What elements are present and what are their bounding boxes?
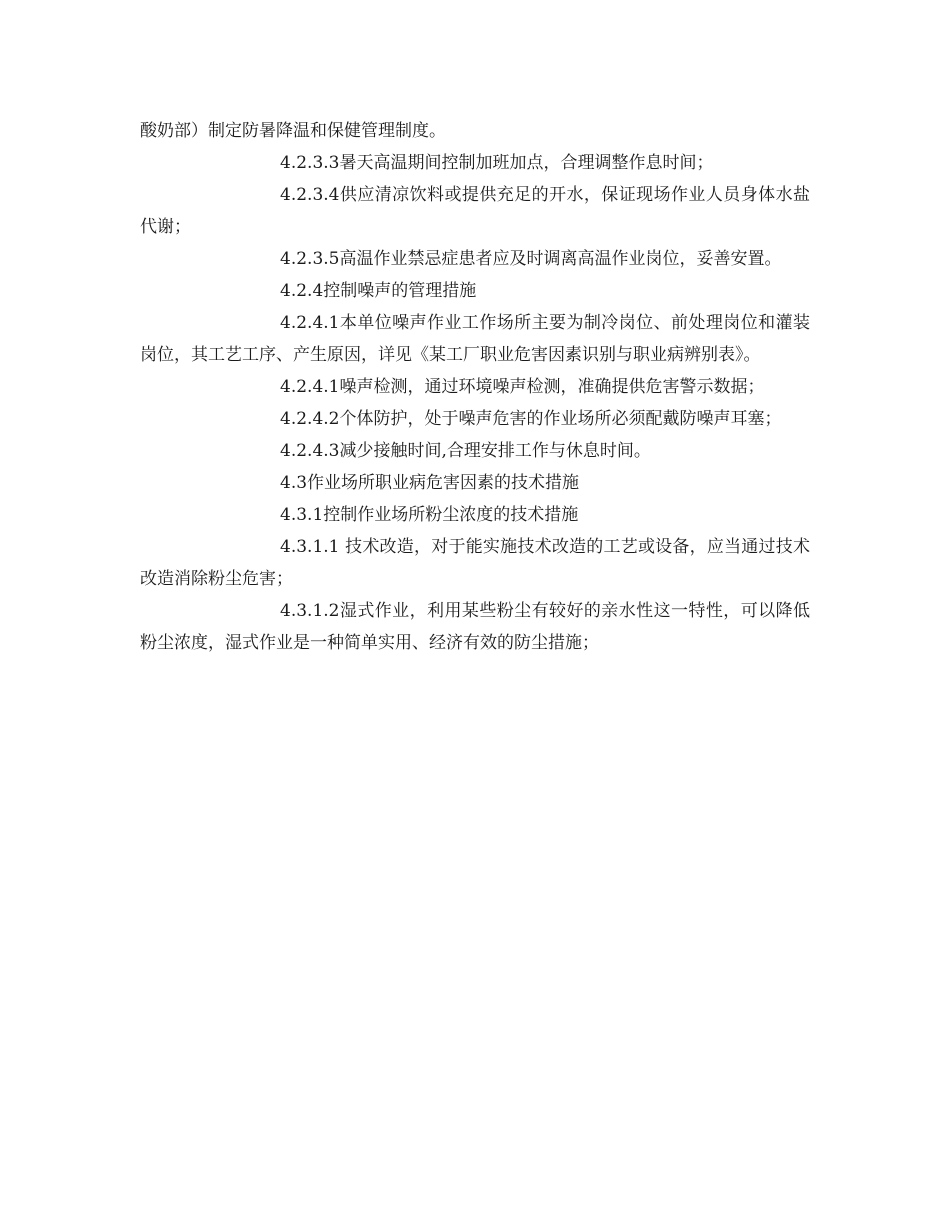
paragraph-4-2-3-3: 4.2.3.3暑天高温期间控制加班加点，合理调整作息时间； (280, 153, 714, 173)
paragraph-4-2-4-2: 4.2.4.2个体防护，处于噪声危害的作业场所必须配戴防噪声耳塞； (280, 409, 782, 429)
document-body (140, 115, 810, 659)
paragraph-4-3-1-1: 4.3.1.1 技术改造，对于能实施技术改造的工艺或设备，应当通过技术改造消除粉尘危害； (140, 537, 810, 589)
paragraph-4-2-4-3: 4.2.4.3减少接触时间,合理安排工作与休息时间。 (280, 441, 651, 461)
paragraph-4-2-3-5: 4.2.3.5高温作业禁忌症患者应及时调离高温作业岗位，妥善安置。 (280, 249, 782, 269)
section-heading-4-2-4: 4.2.4控制噪声的管理措施 (280, 281, 477, 301)
section-heading-4-3: 4.3作业场所职业病危害因素的技术措施 (280, 473, 580, 493)
paragraph-4-2-3-4: 4.2.3.4供应清凉饮料或提供充足的开水，保证现场作业人员身体水盐代谢； (140, 185, 810, 237)
paragraph-continuation: 酸奶部）制定防暑降温和保健管理制度。 (140, 121, 446, 141)
paragraph-4-3-1-2: 4.3.1.2湿式作业，利用某些粉尘有较好的亲水性这一特性，可以降低粉尘浓度，湿式作业是一种简单实用、经济有效的防尘措施； (140, 601, 810, 653)
paragraph-4-2-4-1-detection: 4.2.4.1噪声检测，通过环境噪声检测，准确提供危害警示数据； (280, 377, 765, 397)
paragraph-4-2-4-1-scope: 4.2.4.1本单位噪声作业工作场所主要为制冷岗位、前处理岗位和灌装岗位，其工艺工序、产生原因，详见《某工厂职业危害因素识别与职业病辨别表》。 (140, 313, 810, 365)
section-heading-4-3-1: 4.3.1控制作业场所粉尘浓度的技术措施 (280, 505, 579, 525)
